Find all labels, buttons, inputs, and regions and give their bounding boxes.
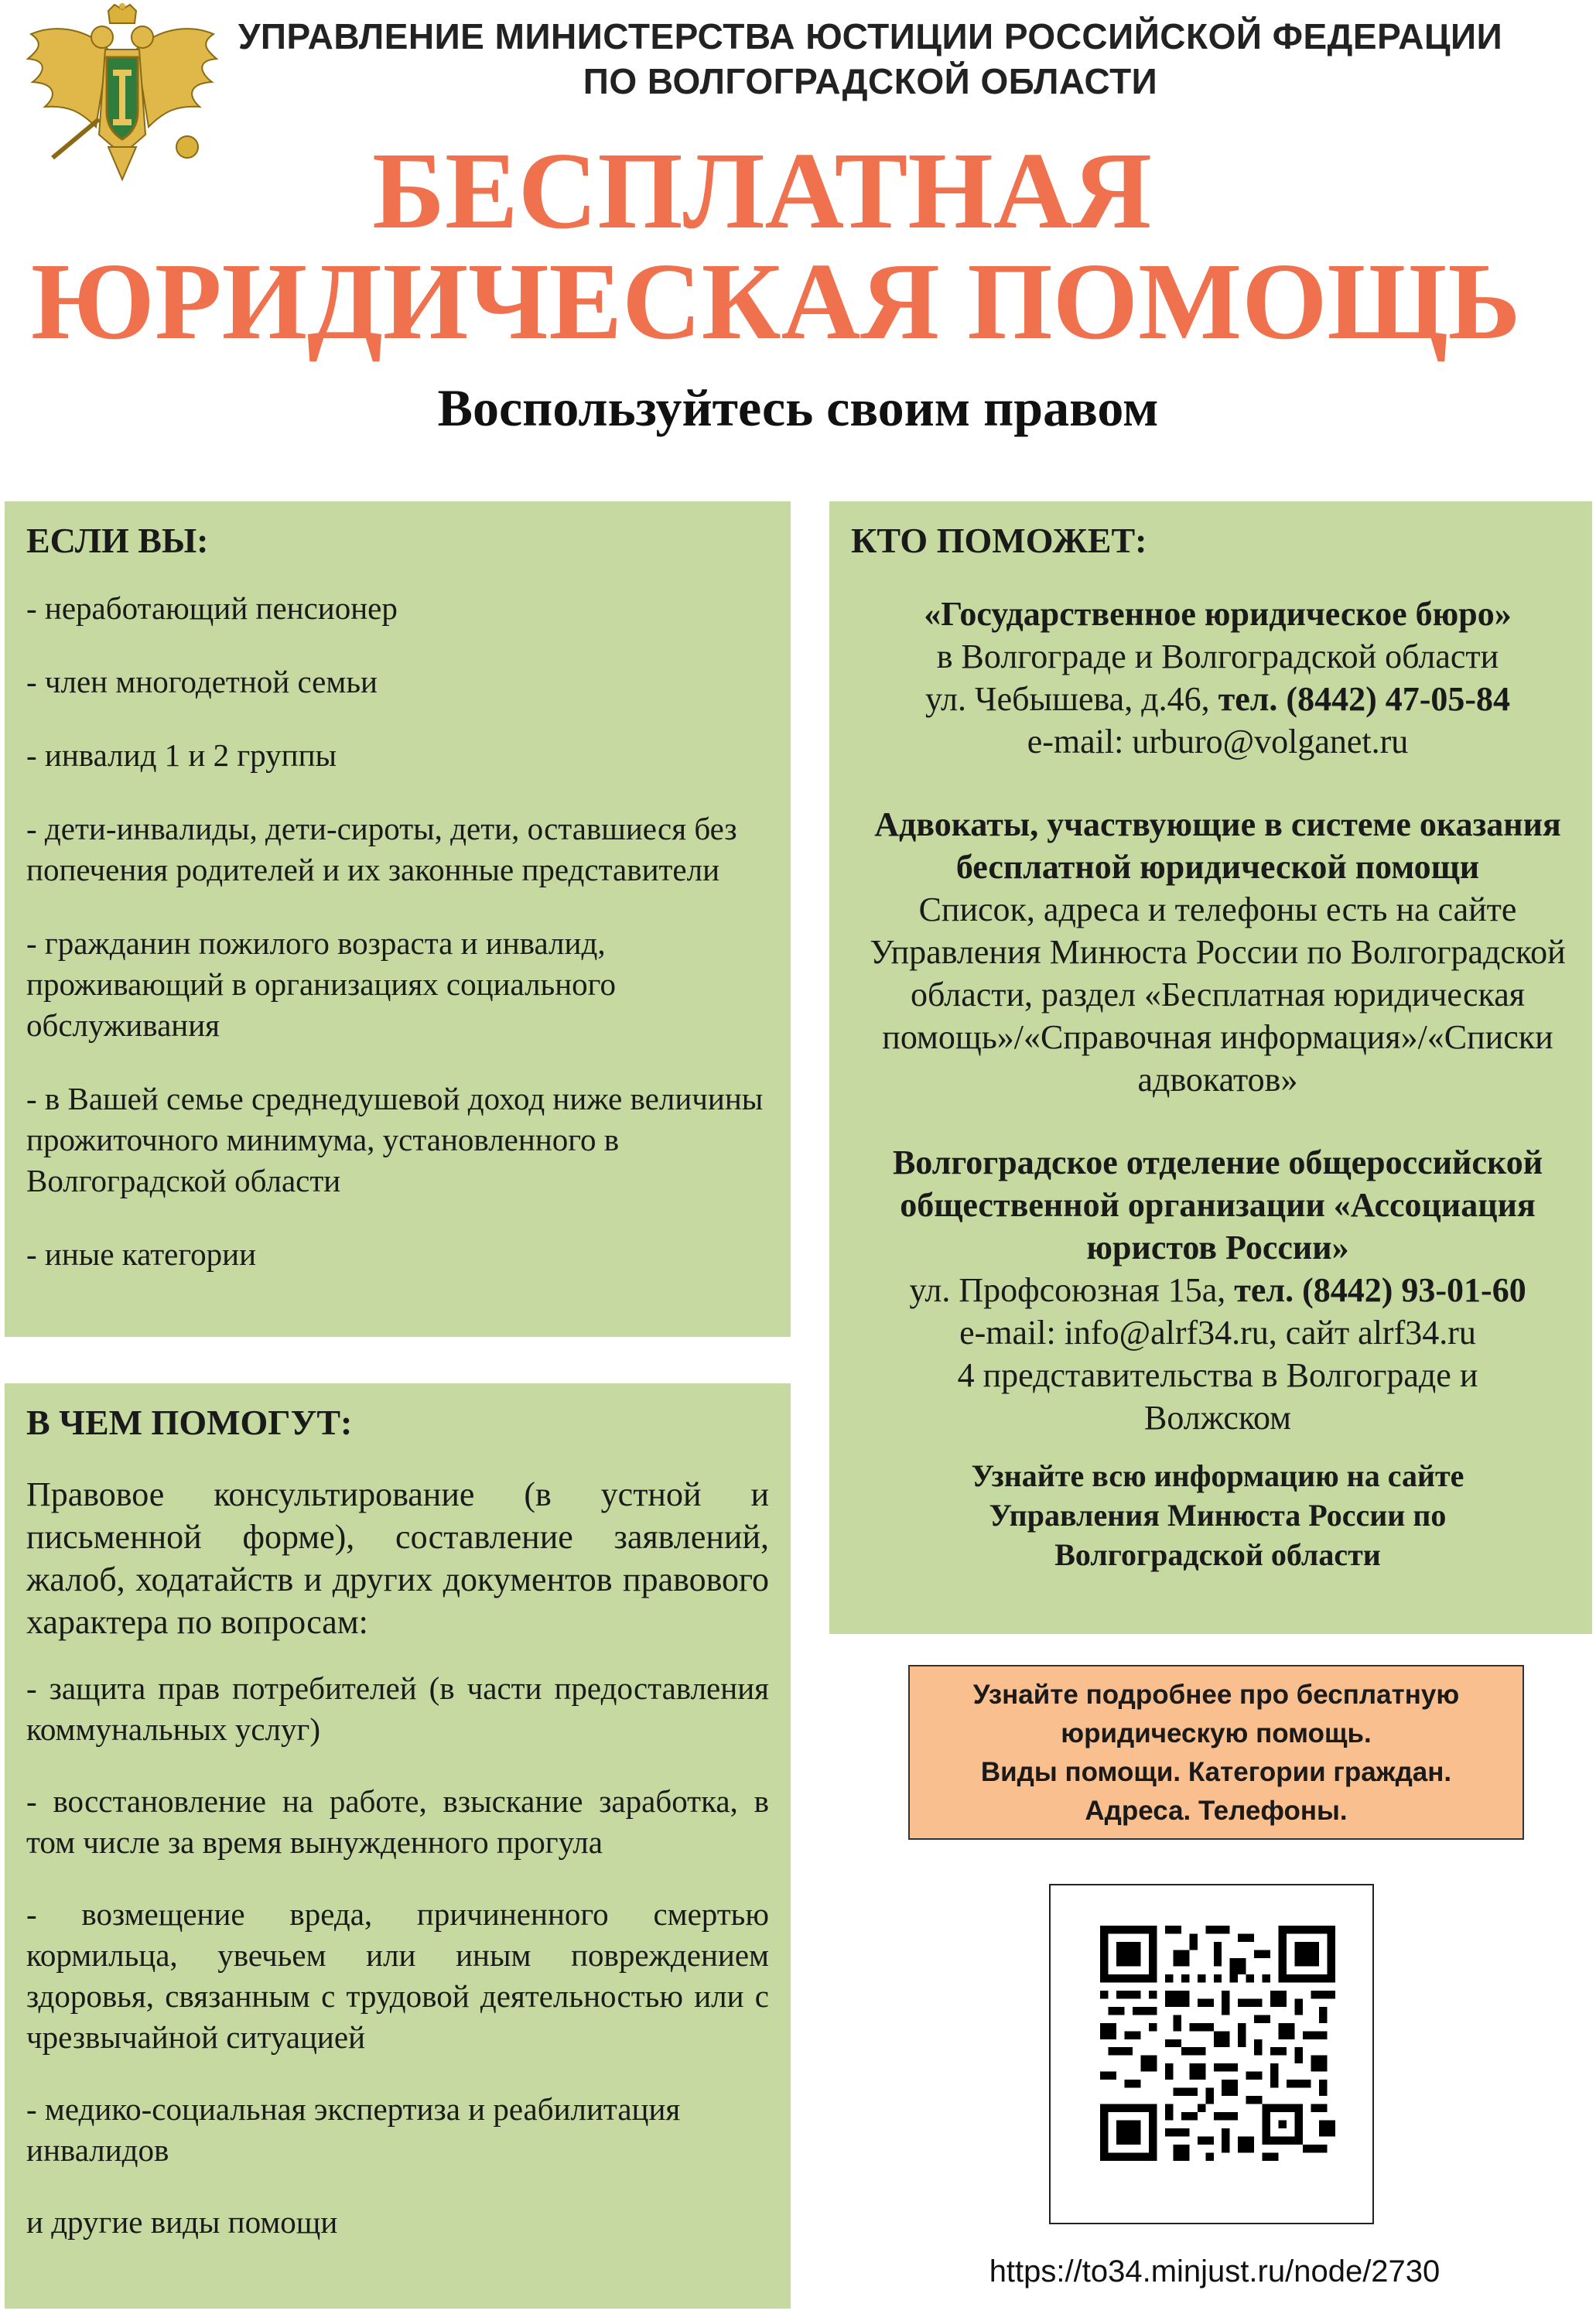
bureau-name: «Государственное юридическое бюро» [924, 595, 1512, 633]
bureau-region: в Волгограде и Волгоградской области [936, 638, 1499, 675]
main-title-line2: ЮРИДИЧЕСКАЯ ПОМОЩЬ [31, 240, 1521, 362]
info-box-line3: Виды помощи. Категории граждан. [980, 1757, 1452, 1787]
info-box-line4: Адреса. Телефоны. [1085, 1796, 1348, 1826]
list-item: - возмещение вреда, причиненного смертью кормильца, увечьем или иным повреждением здоровья, связанным с трудовой деятельностью или с чрезвычайной ситуацией [26, 1896, 769, 2055]
list-item: - медико-социальная экспертиза и реабилитация инвалидов [26, 2091, 681, 2168]
list-item: - дети-инвалиды, дети-сироты, дети, оставшиеся без попечения родителей и их законные представители [26, 811, 737, 887]
qr-code-icon [1100, 1926, 1335, 2161]
help-topics-list [26, 1668, 769, 2243]
how-help-heading: В ЧЕМ ПОМОГУТ: [26, 1403, 353, 1442]
list-item: - неработающий пенсионер [26, 590, 398, 626]
who-helps-panel [829, 501, 1592, 1634]
association-phone: тел. (8442) 93-01-60 [1234, 1271, 1526, 1309]
lawyers-text: Список, адреса и телефоны есть на сайте Управления Минюста России по Волгоградской области, раздел «Бесплатная юридическая помощь»/«Справочная информация»/«Списки адвокатов» [870, 890, 1566, 1099]
info-box-line1: Узнайте подробнее про бесплатную [972, 1680, 1460, 1710]
bureau-address: ул. Чебышева, д.46, [924, 680, 1218, 718]
agency-name-line2: ПО ВОЛГОГРАДСКОЙ ОБЛАСТИ [583, 61, 1158, 101]
bureau-email: e-mail: urburo@volganet.ru [1027, 723, 1409, 761]
if-you-heading: ЕСЛИ ВЫ: [26, 521, 209, 560]
association-name: Волгоградское отделение общероссийской общественной организации «Ассоциация юристов России» [892, 1143, 1543, 1266]
list-item: - в Вашей семье среднедушевой доход ниже величины прожиточного минимума, установленного в Волгоградской области [26, 1081, 764, 1198]
list-item: и другие виды помощи [26, 2204, 338, 2240]
if-you-panel [5, 501, 791, 1337]
association-address: ул. Профсоюзная 15а, [909, 1271, 1235, 1309]
lawyers-name: Адвокаты, участвующие в системе оказания бесплатной юридической помощи [874, 805, 1561, 886]
list-item: - восстановление на работе, взыскание заработка, в том числе за время вынужденного прогула [26, 1783, 769, 1860]
agency-name-line1: УПРАВЛЕНИЕ МИНИСТЕРСТВА ЮСТИЦИИ РОССИЙСКОЙ ФЕДЕРАЦИИ [238, 16, 1503, 56]
list-item: - защита прав потребителей (в части предоставления коммунальных услуг) [26, 1670, 769, 1747]
info-box-line2: юридическую помощь. [1061, 1718, 1372, 1748]
lawyers-block [851, 803, 1584, 1101]
eligibility-list [26, 588, 769, 1275]
bureau-phone: тел. (8442) 47-05-84 [1218, 680, 1511, 718]
qr-code-frame[interactable] [1049, 1884, 1374, 2224]
how-help-lead: Правовое консультирование (в устной и письменной форме), составление заявлений, жалоб, ходатайств и других документов правового характера по вопросам: [26, 1475, 769, 1641]
association-contacts: e-mail: info@alrf34.ru, сайт alrf34.ru [959, 1314, 1476, 1352]
association-offices: 4 представительства в Волгограде и Волжском [957, 1356, 1478, 1437]
how-help-panel [5, 1383, 791, 2309]
bureau-block [851, 593, 1584, 763]
list-item: - инвалид 1 и 2 группы [26, 737, 337, 773]
info-box [908, 1665, 1524, 1840]
main-title-line1: БЕСПЛАТНАЯ [372, 129, 1152, 251]
association-block [851, 1141, 1584, 1439]
list-item: - член многодетной семьи [26, 664, 378, 699]
list-item: - гражданин пожилого возраста и инвалид, проживающий в организациях социального обслуживания [26, 925, 616, 1043]
who-helps-heading: КТО ПОМОЖЕТ: [851, 521, 1147, 560]
who-helps-note: Узнайте всю информацию на сайте Управления Минюста России по Волгоградской области [971, 1458, 1464, 1572]
qr-url-link[interactable]: https://to34.minjust.ru/node/2730 [989, 2254, 1441, 2289]
subtitle: Воспользуйтесь своим правом [437, 378, 1159, 437]
list-item: - иные категории [26, 1236, 257, 1272]
